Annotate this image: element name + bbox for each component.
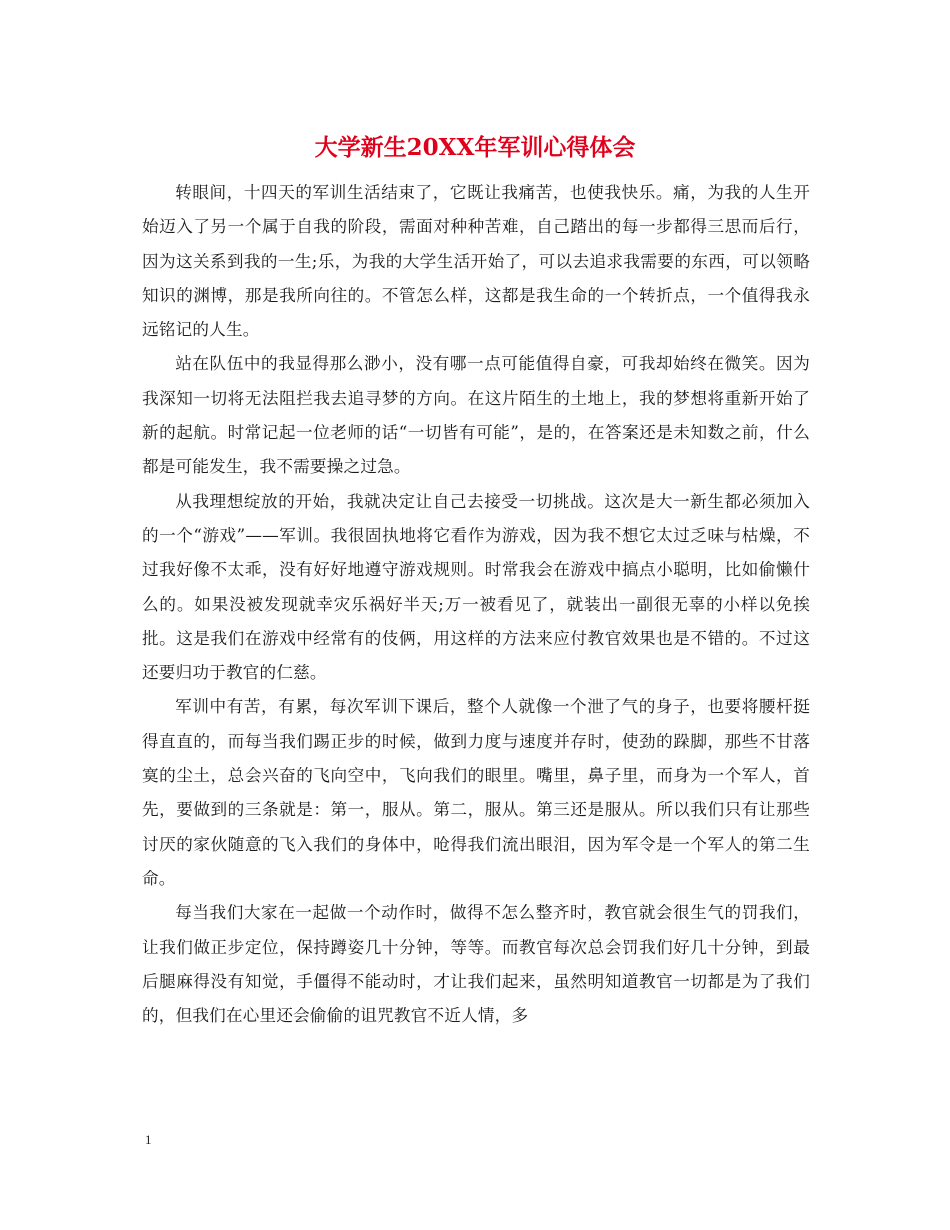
- page-number: 1: [145, 1132, 152, 1147]
- paragraph: 转眼间，十四天的军训生活结束了，它既让我痛苦，也使我快乐。痛，为我的人生开始迈入了另一个属于自我的阶段，需面对种种苦难，自己踏出的每一步都得三思而后行，因为这关系到我的一生;乐，为我的大学生活开始了，可以去追求我需要的东西，可以领略知识的渊博，那是我所向往的。不管怎么样，这都是我生命的一个转折点，一个值得我永远铭记的人生。: [142, 183, 810, 340]
- paragraph: 站在队伍中的我显得那么渺小，没有哪一点可能值得自豪，可我却始终在微笑。因为我深知一切将无法阻拦我去追寻梦的方向。在这片陌生的土地上，我的梦想将重新开始了新的起航。时常记起一位老师的话“一切皆有可能”，是的，在答案还是未知数之前，什么都是可能发生，我不需要操之过急。: [142, 354, 810, 477]
- document-body: [142, 176, 810, 1033]
- paragraph: 从我理想绽放的开始，我就决定让自己去接受一切挑战。这次是大一新生都必须加入的一个“游戏”——军训。我很固执地将它看作为游戏，因为我不想它太过乏味与枯燥，不过我好像不太乖，没有好好地遵守游戏规则。时常我会在游戏中搞点小聪明，比如偷懒什么的。如果没被发现就幸灾乐祸好半天;万一被看见了，就装出一副很无辜的小样以免挨批。这是我们在游戏中经常有的伎俩，用这样的方法来应付教官效果也是不错的。不过这还要归功于教官的仁慈。: [142, 491, 810, 683]
- paragraph: 每当我们大家在一起做一个动作时，做得不怎么整齐时，教官就会很生气的罚我们，让我们做正步定位，保持蹲姿几十分钟，等等。而教官每次总会罚我们好几十分钟，到最后腿麻得没有知觉，手僵得不能动时，才让我们起来，虽然明知道教官一切都是为了我们的，但我们在心里还会偷偷的诅咒教官不近人情，多: [142, 903, 810, 1026]
- paragraph: 军训中有苦，有累，每次军训下课后，整个人就像一个泄了气的身子，也要将腰杆挺得直直的，而每当我们踢正步的时候，做到力度与速度并存时，使劲的跺脚，那些不甘落寞的尘土，总会兴奋的飞向空中，飞向我们的眼里。嘴里，鼻子里，而身为一个军人，首先，要做到的三条就是：第一，服从。第二，服从。第三还是服从。所以我们只有让那些讨厌的家伙随意的飞入我们的身体中，呛得我们流出眼泪，因为军令是一个军人的第二生命。: [142, 697, 810, 888]
- document-title: 大学新生20XX年军训心得体会: [314, 134, 636, 161]
